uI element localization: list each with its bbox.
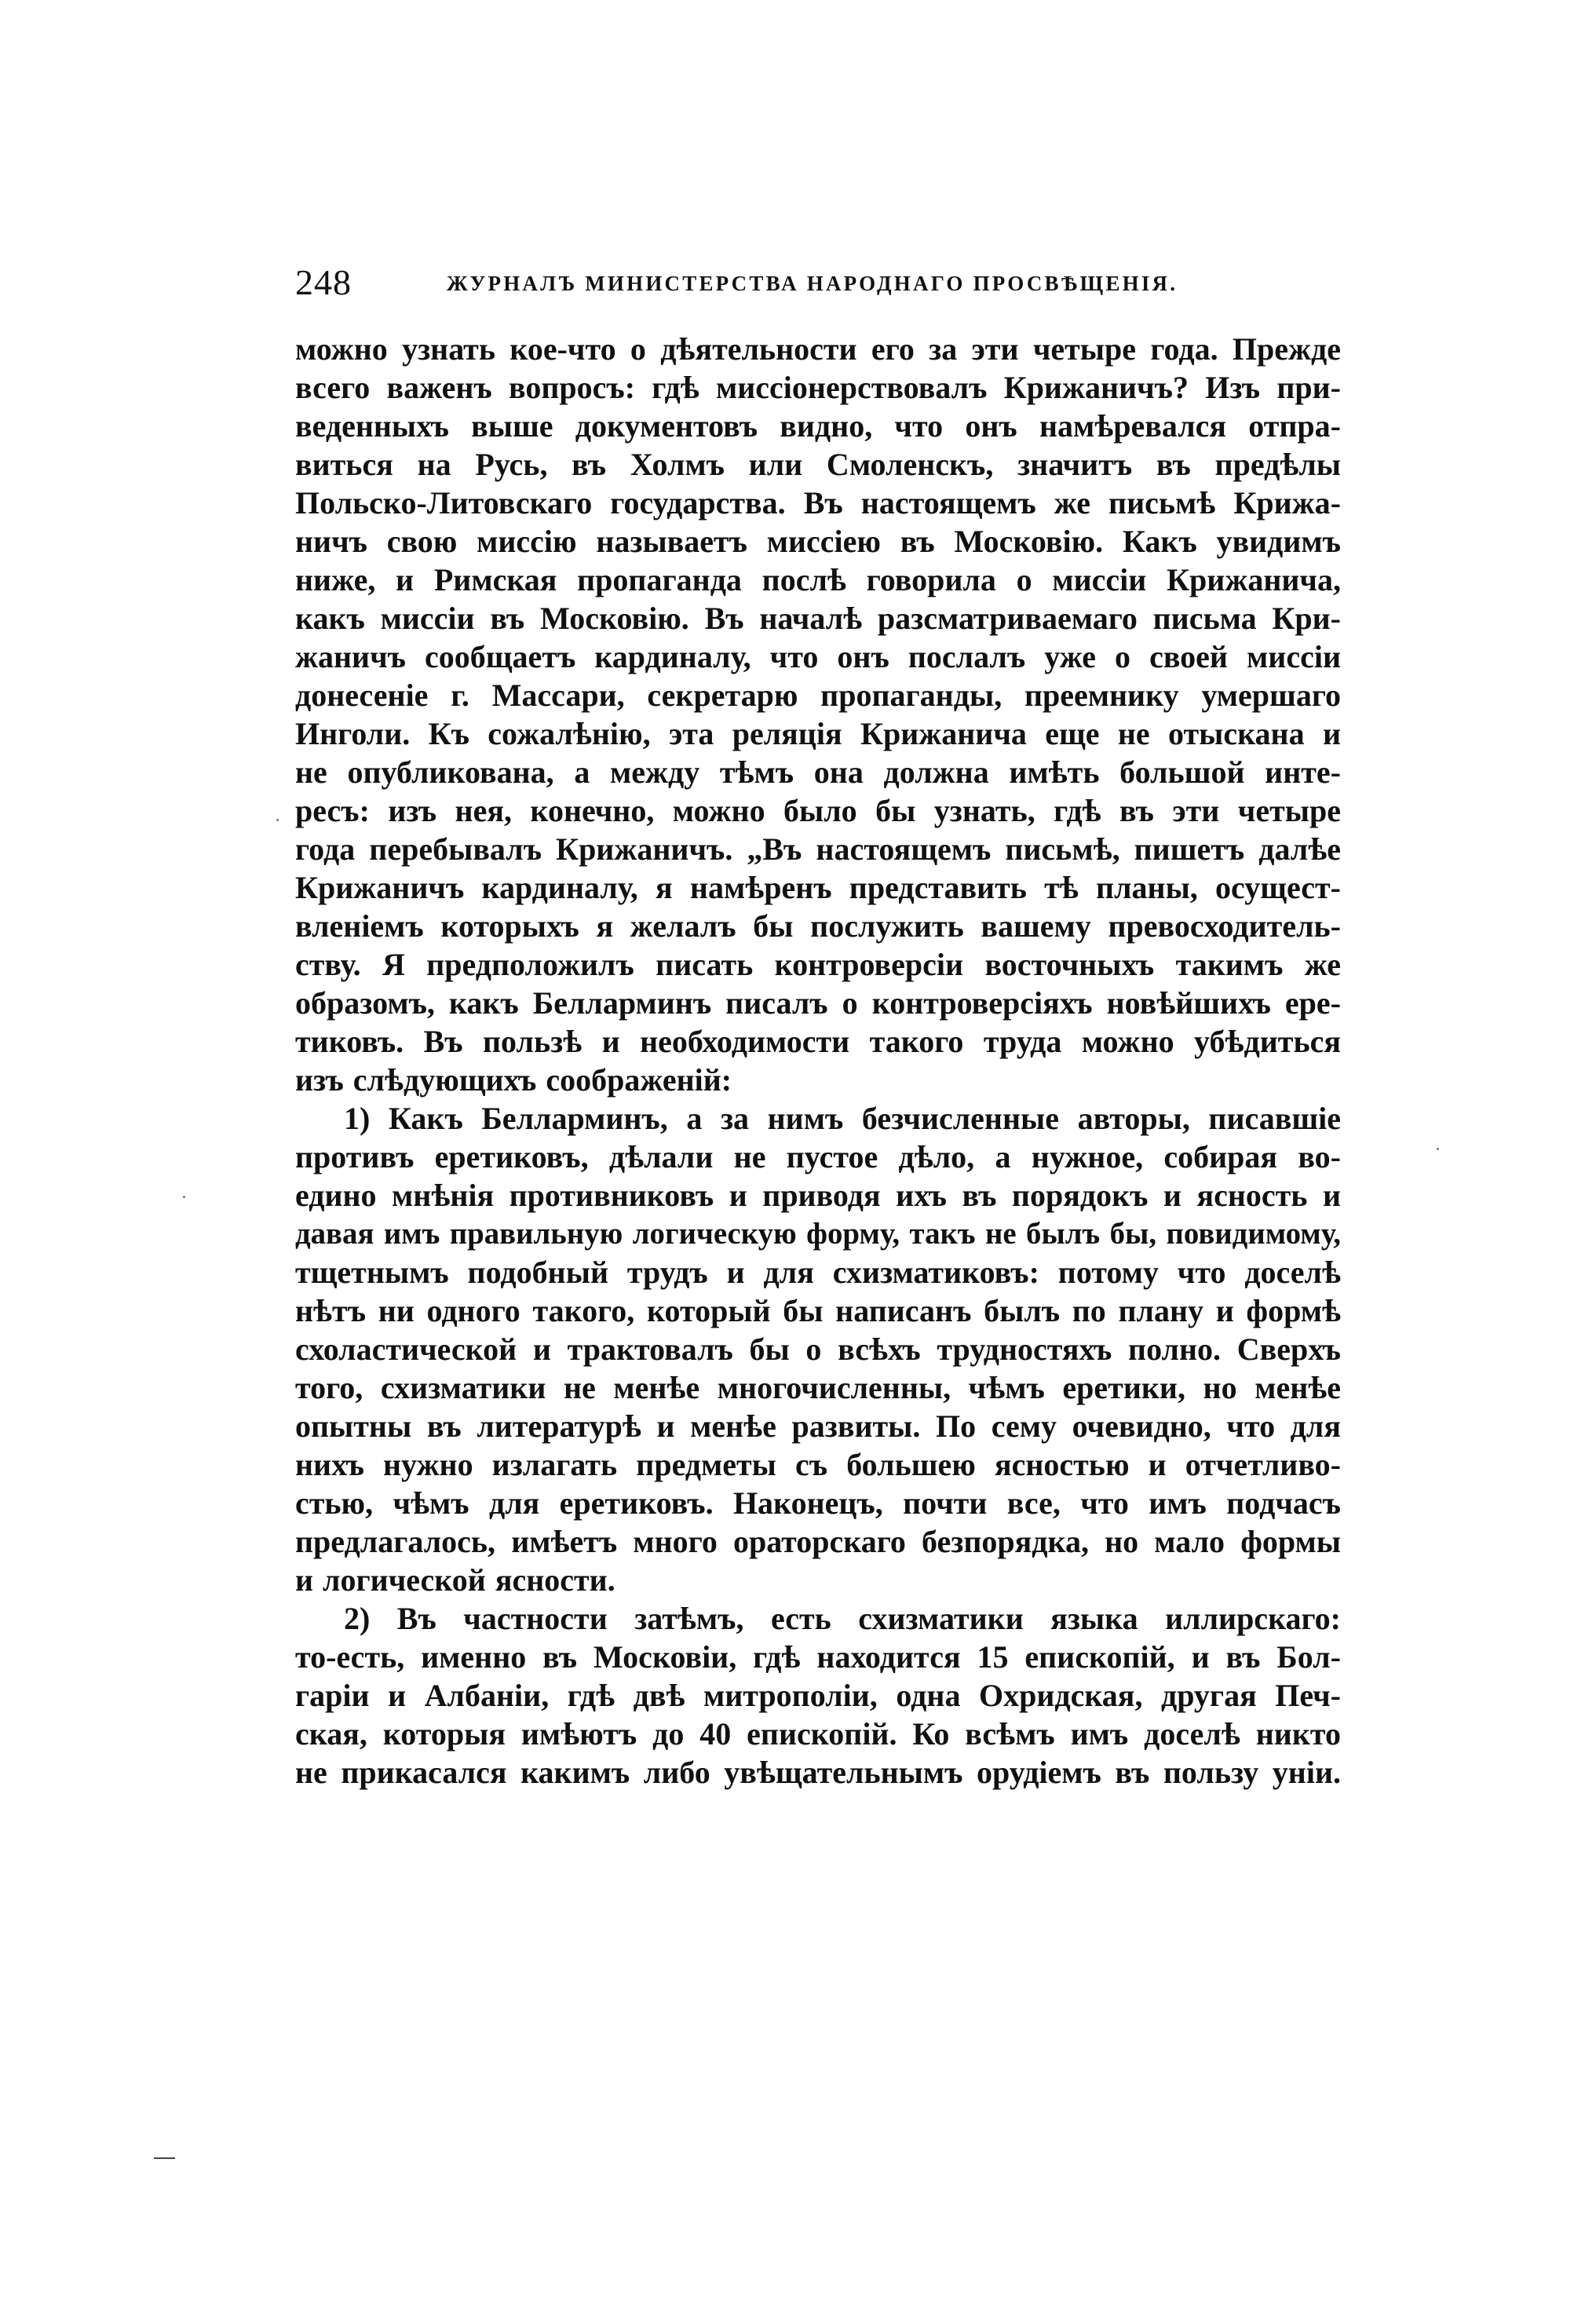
text-line: противъ еретиковъ, дѣлали не пустое дѣло, а нужное, собирая во- xyxy=(295,1139,1341,1174)
text-line: всего важенъ вопросъ: гдѣ миссіонерствовалъ Крижаничъ? Изъ при- xyxy=(295,370,1341,405)
text-line: стью, чѣмъ для еретиковъ. Наконецъ, почти все, что имъ подчасъ xyxy=(295,1485,1341,1521)
body-text xyxy=(295,330,1341,1792)
text-line: года перебывалъ Крижаничъ. „Въ настоящемъ письмѣ, пишетъ далѣе xyxy=(295,831,1341,867)
text-line: давая имъ правильную логическую форму, такъ не былъ бы, повидимому, xyxy=(295,1217,1341,1251)
text-line: Польско-Литовскаго государства. Въ настоящемъ же письмѣ Крижа- xyxy=(295,485,1341,521)
margin-dash-mark xyxy=(154,2157,175,2159)
text-line: тиковъ. Въ пользѣ и необходимости такого труда можно убѣдиться xyxy=(295,1024,1341,1059)
text-line: Инголи. Къ сожалѣнію, эта реляція Крижанича еще не отыскана и xyxy=(295,716,1341,751)
text-line: Крижаничъ кардиналу, я намѣренъ представить тѣ планы, осущест- xyxy=(295,870,1341,905)
text-line: тщетнымъ подобный трудъ и для схизматиковъ: потому что доселѣ xyxy=(295,1255,1341,1290)
text-line: вленіемъ которыхъ я желалъ бы послужить вашему превосходитель- xyxy=(295,908,1341,944)
scan-speck xyxy=(183,1196,185,1198)
scan-speck xyxy=(276,819,279,821)
text-line: схоластической и трактовалъ бы о всѣхъ трудностяхъ полно. Сверхъ xyxy=(295,1332,1341,1367)
paragraph-start-line: 2) Въ частности затѣмъ, есть схизматики языка иллирскаго: xyxy=(344,1601,1341,1636)
text-line: какъ миссіи въ Московію. Въ началѣ разсматриваемаго письма Кри- xyxy=(295,601,1341,636)
paragraph-start-line: 1) Какъ Белларминъ, а за нимъ безчисленные авторы, писавшіе xyxy=(344,1101,1341,1136)
text-line: образомъ, какъ Белларминъ писалъ о контроверсіяхъ новѣйшихъ ере- xyxy=(295,985,1341,1021)
text-line: ству. Я предположилъ писать контроверсіи восточныхъ такимъ же xyxy=(295,947,1341,982)
scan-speck xyxy=(1437,1148,1439,1150)
text-line: гаріи и Албаніи, гдѣ двѣ митрополіи, одна Охридская, другая Печ- xyxy=(295,1678,1341,1713)
text-line: не прикасался какимъ либо увѣщательнымъ орудіемъ въ пользу уніи. xyxy=(295,1755,1341,1790)
text-line: виться на Русь, въ Холмъ или Смоленскъ, значитъ въ предѣлы xyxy=(295,447,1341,482)
running-title: ЖУРНАЛЪ МИНИСТЕРСТВА НАРОДНАГО ПРОСВѢЩЕНІЯ. xyxy=(447,272,1178,295)
page-number: 248 xyxy=(295,262,352,302)
text-line: изъ слѣдующихъ соображеній: xyxy=(295,1062,732,1098)
text-line: нихъ нужно излагать предметы съ большею ясностью и отчетливо- xyxy=(295,1447,1341,1482)
text-line: не опубликована, а между тѣмъ она должна имѣть большой инте- xyxy=(295,754,1341,790)
text-line: донесеніе г. Массари, секретарю пропаганды, преемнику умершаго xyxy=(295,678,1341,713)
text-line: нѣтъ ни одного такого, который бы написанъ былъ по плану и формѣ xyxy=(295,1293,1341,1328)
text-line: ниже, и Римская пропаганда послѣ говорила о миссіи Крижанича, xyxy=(295,562,1341,597)
text-line: можно узнать кое-что о дѣятельности его за эти четыре года. Прежде xyxy=(295,331,1341,367)
text-line: ская, которыя имѣютъ до 40 епископій. Ко всѣмъ имъ доселѣ никто xyxy=(295,1716,1341,1752)
text-line: едино мнѣнія противниковъ и приводя ихъ въ порядокъ и ясность и xyxy=(295,1178,1341,1213)
text-line: опытны въ литературѣ и менѣе развиты. По сему очевидно, что для xyxy=(295,1408,1341,1444)
text-line: веденныхъ выше документовъ видно, что онъ намѣревался отпра- xyxy=(295,408,1341,444)
text-line: того, схизматики не менѣе многочисленны, чѣмъ еретики, но менѣе xyxy=(295,1370,1341,1405)
text-line: ничъ свою миссію называетъ миссіею въ Московію. Какъ увидимъ xyxy=(295,524,1341,559)
text-line: предлагалось, имѣетъ много ораторскаго безпорядка, но мало формы xyxy=(295,1524,1341,1559)
page-header xyxy=(295,259,1363,306)
text-line: и логической ясности. xyxy=(295,1562,615,1598)
text-line: жаничъ сообщаетъ кардиналу, что онъ послалъ уже о своей миссіи xyxy=(295,639,1341,674)
text-line: ресъ: изъ нея, конечно, можно было бы узнать, гдѣ въ эти четыре xyxy=(295,793,1341,828)
text-line: то-есть, именно въ Московіи, гдѣ находится 15 епископій, и въ Бол- xyxy=(295,1639,1341,1675)
